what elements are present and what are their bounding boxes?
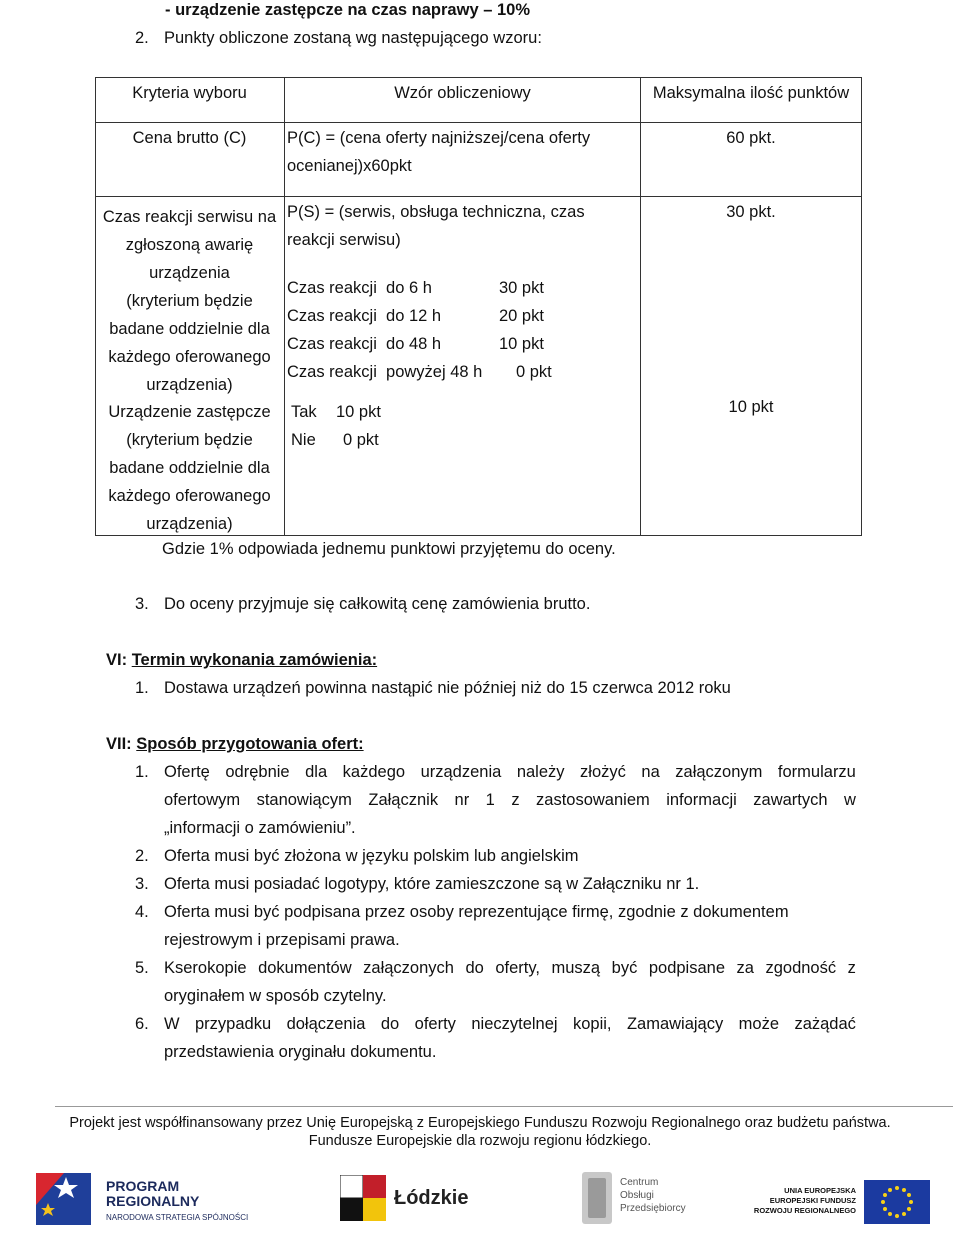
item5-number: 5. bbox=[135, 959, 149, 977]
tier-label: Czas reakcji powyżej 48 h bbox=[287, 363, 483, 381]
option-label: Tak bbox=[291, 403, 317, 421]
row2-max: 30 pkt. bbox=[726, 203, 776, 221]
row1-formula-line2: ocenianej)x60pkt bbox=[287, 157, 412, 175]
point3-text: Do oceny przyjmuje się całkowitą cenę zamówienia brutto. bbox=[164, 595, 591, 613]
tier-label: Czas reakcji do 6 h bbox=[287, 279, 432, 297]
item6-line1: W przypadku dołączenia do oferty nieczytelnej kopii, Zamawiający może zażądać bbox=[164, 1015, 856, 1033]
tier-points: 0 pkt bbox=[516, 363, 552, 381]
item5-line1: Kserokopie dokumentów załączonych do oferty, muszą być podpisane za zgodność z bbox=[164, 959, 856, 977]
header-max-points: Maksymalna ilość punktów bbox=[652, 84, 850, 102]
option-label: Nie bbox=[291, 431, 316, 449]
row2-formula-line1: P(S) = (serwis, obsługa techniczna, czas bbox=[287, 203, 585, 221]
section6-item-text: Dostawa urządzeń powinna nastąpić nie później niż do 15 czerwca 2012 roku bbox=[164, 679, 731, 697]
item3-number: 3. bbox=[135, 875, 149, 893]
option-points: 0 pkt bbox=[343, 431, 379, 449]
tier-points: 10 pkt bbox=[499, 335, 544, 353]
point3-number: 3. bbox=[135, 595, 149, 613]
percent-note: Gdzie 1% odpowiada jednemu punktowi przyjętemu do oceny. bbox=[162, 540, 616, 558]
row3-max: 10 pkt bbox=[728, 398, 774, 416]
row3-criterion: Urządzenie zastępcze (kryterium będzie badane oddzielnie dla każdego oferowanego urządzenia) bbox=[108, 403, 271, 533]
item1-line2: ofertowym stanowiącym Załącznik nr 1 z zastosowaniem informacji zawartych w bbox=[164, 791, 856, 809]
section7-heading: VII: Sposób przygotowania ofert: bbox=[106, 735, 364, 753]
unia-europejska-logo: UNIA EUROPEJSKA EUROPEJSKI FUNDUSZ ROZWOJU REGIONALNEGO bbox=[748, 1180, 948, 1224]
lodzkie-logo: Łódzkie bbox=[340, 1175, 480, 1225]
row1-criterion: Cena brutto (C) bbox=[132, 129, 247, 147]
option-points: 10 pkt bbox=[336, 403, 381, 421]
response-time-tiers bbox=[287, 274, 557, 386]
section6-item-number: 1. bbox=[135, 679, 149, 697]
row2-criterion: Czas reakcji serwisu na zgłoszoną awarię urządzenia (kryterium będzie badane oddzielnie dla każdego oferowanego urządzenia) bbox=[102, 208, 277, 394]
item1-line3: „informacji o zamówieniu”. bbox=[164, 819, 356, 837]
section6-heading: VI: Termin wykonania zamówienia: bbox=[106, 651, 378, 669]
row1-max: 60 pkt. bbox=[726, 129, 776, 147]
centrum-obslugi-logo: Centrum Obsługi Przedsiębiorcy bbox=[580, 1170, 700, 1228]
dash-item: - urządzenie zastępcze na czas naprawy – 10% bbox=[165, 1, 530, 19]
point2-text: Punkty obliczone zostaną wg następującego wzoru: bbox=[164, 29, 542, 47]
eu-flag-icon bbox=[864, 1180, 930, 1224]
item2-number: 2. bbox=[135, 847, 149, 865]
item4-line1: Oferta musi być podpisana przez osoby reprezentujące firmę, zgodnie z dokumentem bbox=[164, 903, 789, 921]
item4-line2: rejestrowym i przepisami prawa. bbox=[164, 931, 400, 949]
item6-number: 6. bbox=[135, 1015, 149, 1033]
program-regionalny-logo: PROGRAM REGIONALNY NARODOWA STRATEGIA SPÓJNOŚCI bbox=[28, 1165, 228, 1231]
item1-number: 1. bbox=[135, 763, 149, 781]
footer-line2: Fundusze Europejskie dla rozwoju regionu łódzkiego. bbox=[308, 1133, 652, 1149]
row1-formula-line1: P(C) = (cena oferty najniższej/cena oferty bbox=[287, 129, 591, 147]
star-flag-icon bbox=[28, 1165, 98, 1229]
replacement-options bbox=[291, 398, 401, 454]
item1-line1: Ofertę odrębnie dla każdego urządzenia należy złożyć na załączonym formularzu bbox=[164, 763, 856, 781]
item3-text: Oferta musi posiadać logotypy, które zamieszczone są w Załączniku nr 1. bbox=[164, 875, 700, 893]
tier-label: Czas reakcji do 48 h bbox=[287, 335, 442, 353]
point2-number: 2. bbox=[135, 29, 149, 47]
tier-points: 20 pkt bbox=[499, 307, 544, 325]
item4-number: 4. bbox=[135, 903, 149, 921]
item5-line2: oryginałem w sposób czytelny. bbox=[164, 987, 387, 1005]
item6-line2: przedstawienia oryginału dokumentu. bbox=[164, 1043, 437, 1061]
tier-points: 30 pkt bbox=[499, 279, 544, 297]
header-formula: Wzór obliczeniowy bbox=[394, 84, 531, 102]
item2-text: Oferta musi być złożona w języku polskim lub angielskim bbox=[164, 847, 579, 865]
footer-divider bbox=[55, 1106, 953, 1107]
lodzkie-emblem-icon bbox=[340, 1175, 386, 1221]
cop-emblem-icon bbox=[580, 1170, 614, 1226]
header-criteria: Kryteria wyboru bbox=[132, 84, 247, 102]
footer-line1: Projekt jest współfinansowany przez Unię Europejską z Europejskiego Funduszu Rozwoju Regionalnego oraz budżetu państwa. bbox=[69, 1115, 891, 1131]
tier-label: Czas reakcji do 12 h bbox=[287, 307, 442, 325]
row2-formula-line2: reakcji serwisu) bbox=[287, 231, 401, 249]
